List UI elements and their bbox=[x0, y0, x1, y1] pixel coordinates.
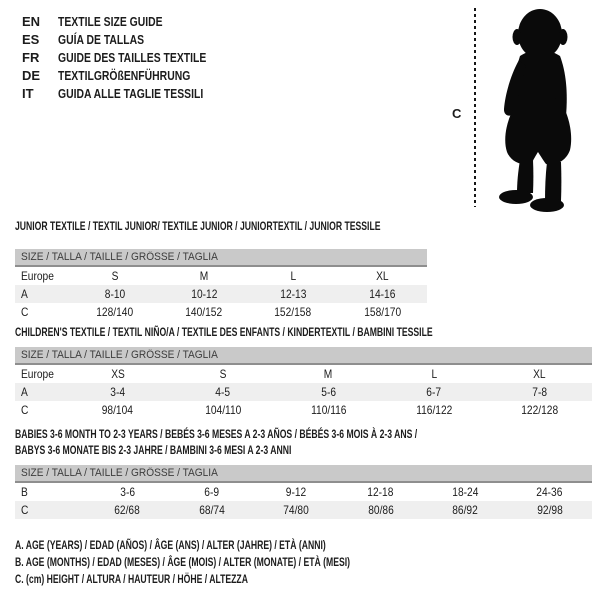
babies-table-title-line1: BABIES 3-6 MONTH TO 2-3 YEARS / BEBÉS 3-6 MESES A 2-3 AÑOS / BÉBÉS 3-6 MOIS À 2-3 ANS / bbox=[15, 427, 418, 441]
row-label: B bbox=[21, 485, 28, 499]
value-cell: 152/158 bbox=[274, 305, 312, 319]
value-cell: 68/74 bbox=[198, 503, 225, 517]
babies-table-title bbox=[15, 426, 574, 458]
value-cell: 12-13 bbox=[280, 287, 307, 301]
row-label: A bbox=[21, 287, 28, 301]
table-row-europe bbox=[15, 267, 427, 285]
guide-title-es: GUÍA DE TALLAS bbox=[58, 32, 145, 47]
value-cell: 8-10 bbox=[104, 287, 125, 301]
footnote-a-text: A. AGE (YEARS) / EDAD (AÑOS) / ÂGE (ANS) / ALTER (JAHRE) / ETÀ (ANNI) bbox=[15, 538, 326, 552]
children-table bbox=[15, 365, 592, 419]
size-header-text: SIZE / TALLA / TAILLE / GRÖSSE / TAGLIA bbox=[21, 251, 218, 263]
row-label: C bbox=[21, 503, 29, 517]
size-header-bar bbox=[15, 249, 427, 267]
size-cell: M bbox=[324, 367, 333, 381]
size-cell: XS bbox=[110, 367, 125, 381]
value-cell: 62/68 bbox=[114, 503, 141, 517]
value-cell: 18-24 bbox=[452, 485, 479, 499]
junior-size-table bbox=[15, 249, 427, 321]
value-cell: 110/116 bbox=[310, 403, 347, 417]
row-label: Europe bbox=[21, 367, 54, 381]
language-code: DE bbox=[22, 68, 41, 83]
guide-title-it: GUIDA ALLE TAGLIE TESSILI bbox=[58, 86, 204, 101]
guide-title-en: TEXTILE SIZE GUIDE bbox=[58, 14, 163, 29]
row-label: Europe bbox=[21, 269, 54, 283]
footnote-b bbox=[15, 554, 480, 571]
footnote-b-text: B. AGE (MONTHS) / EDAD (MESES) / ÂGE (MOIS) / ALTER (MONATE) / ETÀ (MESI) bbox=[15, 555, 351, 569]
legend-row-es bbox=[22, 31, 243, 49]
children-table-title bbox=[15, 324, 595, 340]
value-cell: 116/122 bbox=[415, 403, 452, 417]
legend-row-de bbox=[22, 67, 243, 85]
height-measure-label: C bbox=[452, 106, 462, 121]
language-code: EN bbox=[22, 14, 41, 29]
row-label: C bbox=[21, 305, 29, 319]
footnotes bbox=[15, 537, 480, 588]
value-cell: 158/170 bbox=[363, 305, 401, 319]
baby-silhouette-icon bbox=[486, 4, 594, 212]
value-cell: 10-12 bbox=[190, 287, 217, 301]
value-cell: 24-36 bbox=[536, 485, 563, 499]
size-header-bar bbox=[15, 465, 592, 483]
value-cell: 92/98 bbox=[536, 503, 563, 517]
value-cell: 3-6 bbox=[119, 485, 135, 499]
babies-table bbox=[15, 483, 592, 519]
footnote-a bbox=[15, 537, 480, 554]
size-cell: S bbox=[219, 367, 227, 381]
value-cell: 80/86 bbox=[367, 503, 394, 517]
value-cell: 3-4 bbox=[110, 385, 126, 399]
value-cell: 140/152 bbox=[185, 305, 223, 319]
babies-size-table bbox=[15, 465, 592, 519]
size-cell: L bbox=[290, 269, 296, 283]
value-cell: 5-6 bbox=[321, 385, 336, 399]
junior-table bbox=[15, 267, 427, 321]
junior-table-title bbox=[15, 218, 523, 234]
value-cell: 6-9 bbox=[204, 485, 220, 499]
junior-table-title-text: JUNIOR TEXTILE / TEXTIL JUNIOR/ TEXTILE JUNIOR / JUNIORTEXTIL / JUNIOR TESSILE bbox=[15, 219, 381, 233]
children-table-title-text: CHILDREN'S TEXTILE / TEXTIL NIÑO/A / TEXTILE DES ENFANTS / KINDERTEXTIL / BAMBINI TESSILE bbox=[15, 325, 433, 339]
table-row-height bbox=[15, 501, 592, 519]
language-legend bbox=[22, 13, 243, 103]
value-cell: 12-18 bbox=[367, 485, 394, 499]
value-cell: 98/104 bbox=[102, 403, 134, 417]
language-code: FR bbox=[22, 50, 40, 65]
size-cell: XL bbox=[533, 367, 546, 381]
size-cell: M bbox=[199, 269, 209, 283]
children-size-table bbox=[15, 347, 592, 419]
legend-row-it bbox=[22, 85, 243, 103]
table-row-height bbox=[15, 303, 427, 321]
size-header-bar bbox=[15, 347, 592, 365]
value-cell: 86/92 bbox=[452, 503, 479, 517]
footnote-c bbox=[15, 571, 480, 588]
value-cell: 14-16 bbox=[369, 287, 396, 301]
value-cell: 104/110 bbox=[205, 403, 242, 417]
row-label: C bbox=[21, 403, 29, 417]
size-cell: L bbox=[431, 367, 437, 381]
row-label: A bbox=[21, 385, 28, 399]
size-cell: S bbox=[111, 269, 119, 283]
language-code: ES bbox=[22, 32, 40, 47]
size-header-text: SIZE / TALLA / TAILLE / GRÖSSE / TAGLIA bbox=[21, 349, 218, 361]
table-row-age bbox=[15, 383, 592, 401]
height-measure-dashed-line bbox=[474, 8, 476, 207]
value-cell: 4-5 bbox=[215, 385, 231, 399]
table-row-height bbox=[15, 401, 592, 419]
footnote-c-text: C. (cm) HEIGHT / ALTURA / HAUTEUR / HÖHE / ALTEZZA bbox=[15, 572, 248, 586]
legend-row-fr bbox=[22, 49, 243, 67]
babies-table-title-line2: BABYS 3-6 MONATE BIS 2-3 JAHRE / BAMBINI 3-6 MESI A 2-3 ANNI bbox=[15, 443, 292, 457]
value-cell: 9-12 bbox=[286, 485, 307, 499]
legend-row-en bbox=[22, 13, 243, 31]
value-cell: 6-7 bbox=[426, 385, 442, 399]
value-cell: 122/128 bbox=[520, 403, 558, 417]
table-row-months bbox=[15, 483, 592, 501]
size-cell: XL bbox=[376, 269, 389, 283]
size-header-text: SIZE / TALLA / TAILLE / GRÖSSE / TAGLIA bbox=[21, 467, 218, 479]
value-cell: 74/80 bbox=[283, 503, 310, 517]
value-cell: 128/140 bbox=[96, 305, 134, 319]
table-row-age bbox=[15, 285, 427, 303]
guide-title-fr: GUIDE DES TAILLES TEXTILE bbox=[58, 50, 207, 65]
table-row-europe bbox=[15, 365, 592, 383]
value-cell: 7-8 bbox=[531, 385, 547, 399]
language-code: IT bbox=[22, 86, 34, 101]
guide-title-de: TEXTILGRÖßENFÜHRUNG bbox=[58, 68, 191, 83]
